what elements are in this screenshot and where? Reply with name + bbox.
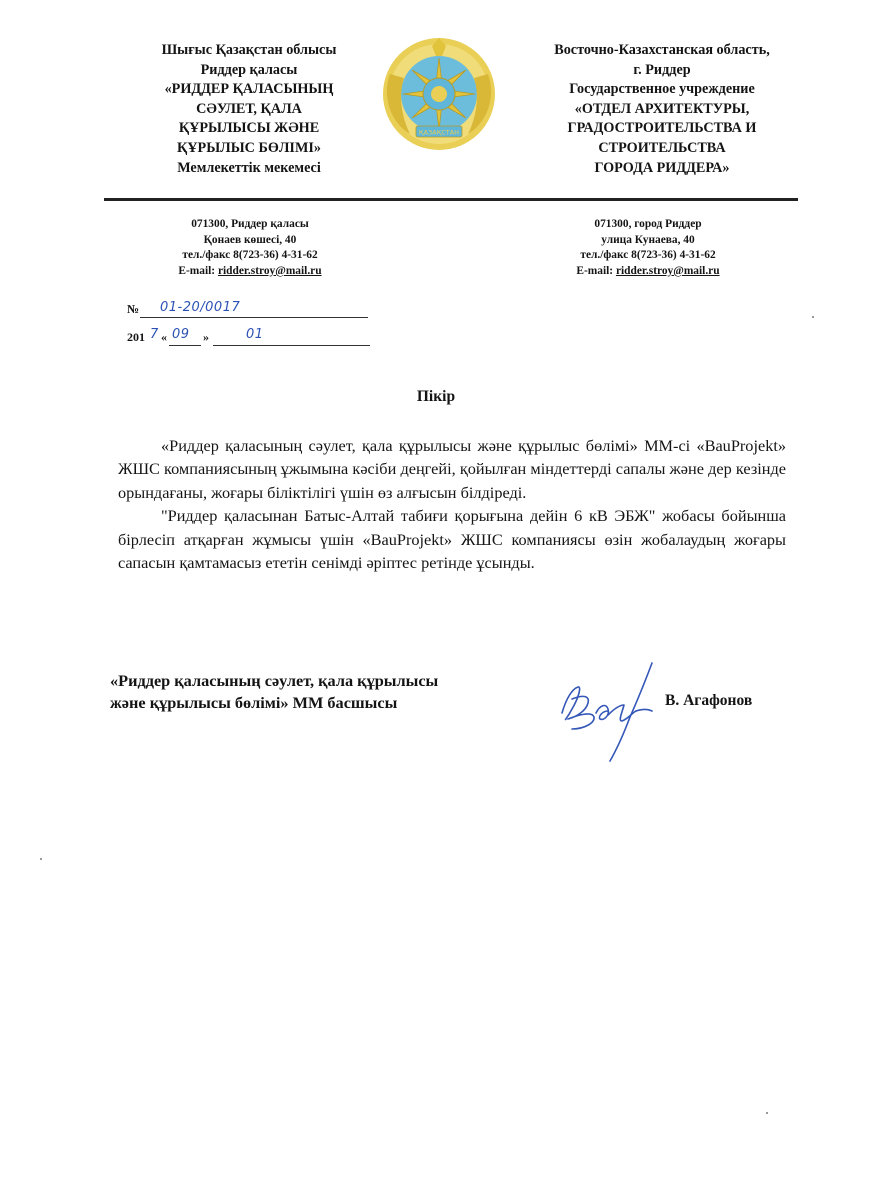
header-divider <box>104 198 798 201</box>
handwritten-signature <box>548 655 678 770</box>
address-right-line1: 071300, город Риддер <box>594 218 702 230</box>
header-left-line: ҚҰРЫЛЫСЫ ЖӘНЕ <box>178 120 320 137</box>
address-right-line3: тел./факс 8(723-36) 4-31-62 <box>580 249 716 262</box>
registration-day-handwritten: 01 <box>246 327 264 342</box>
email-label: E-mail: <box>178 264 218 277</box>
signatory-position <box>110 670 530 714</box>
header-right-line: Восточно-Казахстанская область, <box>554 42 770 58</box>
header-left-line: «РИДДЕР ҚАЛАСЫНЫҢ <box>164 81 334 98</box>
scan-speck <box>812 316 814 318</box>
address-left-line2: Қонаев көшесі, 40 <box>203 233 297 246</box>
header-right-russian <box>512 41 812 178</box>
scan-speck <box>40 858 42 860</box>
registration-year-handwritten: 7 <box>150 327 159 342</box>
header-right-line: ГРАДОСТРОИТЕЛЬСТВА И <box>567 120 757 137</box>
date-close-quote: » <box>203 330 209 344</box>
address-right-email-row <box>498 264 798 280</box>
day-line <box>213 331 370 346</box>
signatory-position-line2: және құрылысы бөлімі» ММ басшысы <box>110 693 398 712</box>
address-left-email-row <box>110 264 390 280</box>
header-right-line: г. Риддер <box>633 61 691 78</box>
body-paragraph: "Риддер қаласынан Батыс-Алтай табиғи қорығына дейін 6 кВ ЭБЖ" жобасы бойынша бірлесіп атқарған жұмысы үшін «BauProjekt» ЖШС компаниясы өзін жобалаудың жоғары сапасын қамтамасыз ететін сенімді әріптес ретінде ұсынды. <box>118 506 786 573</box>
date-open-quote: « <box>161 330 167 344</box>
letter-body <box>118 434 786 574</box>
header-right-line: ГОРОДА РИДДЕРА» <box>594 159 730 176</box>
body-paragraph: «Риддер қаласының сәулет, қала құрылысы және құрылыс бөлімі» ММ-сі «BauProjekt» ЖШС компаниясының ұжымына кәсіби деңгейі, қойылған міндеттерді сапалы және дер кезінде орындағаны, жоғары біліктілігі үшін өз алғысын білдіреді. <box>118 436 786 502</box>
email-link[interactable]: ridder.stroy@mail.ru <box>217 264 322 277</box>
email-link[interactable]: ridder.stroy@mail.ru <box>615 264 720 277</box>
address-left-line3: тел./факс 8(723-36) 4-31-62 <box>182 249 318 262</box>
registration-year-prefix: 201 <box>127 330 145 344</box>
scan-speck <box>766 1112 768 1114</box>
header-left-line: Шығыс Қазақстан облысы <box>161 42 337 58</box>
header-left-kazakh <box>118 41 380 178</box>
header-left-line: Риддер қаласы <box>200 61 298 78</box>
address-left-line1: 071300, Риддер қаласы <box>191 218 309 230</box>
email-label: E-mail: <box>576 264 616 277</box>
address-right-line2: улица Кунаева, 40 <box>601 233 695 246</box>
header-left-line: СӘУЛЕТ, ҚАЛА <box>196 100 302 117</box>
registration-number-label: № <box>127 302 140 316</box>
registration-month-handwritten: 09 <box>172 327 190 342</box>
header-right-line: «ОТДЕЛ АРХИТЕКТУРЫ, <box>574 100 750 117</box>
header-left-line: ҚҰРЫЛЫС БӨЛІМІ» <box>177 139 321 156</box>
emblem-ribbon-text: ҚАЗАҚСТАН <box>418 128 460 137</box>
address-left <box>110 217 390 279</box>
signatory-position-line1: «Риддер қаласының сәулет, қала құрылысы <box>110 671 439 690</box>
signatory-name: В. Агафонов <box>665 692 753 709</box>
header-right-line: СТРОИТЕЛЬСТВА <box>598 139 726 156</box>
document-title: Пікір <box>416 388 456 405</box>
header-left-line: Мемлекеттік мекемесі <box>177 159 321 176</box>
address-right <box>498 217 798 279</box>
header-right-line: Государственное учреждение <box>569 81 755 98</box>
kazakhstan-emblem-icon <box>380 34 498 154</box>
registration-number-handwritten: 01-20/0017 <box>160 300 241 315</box>
